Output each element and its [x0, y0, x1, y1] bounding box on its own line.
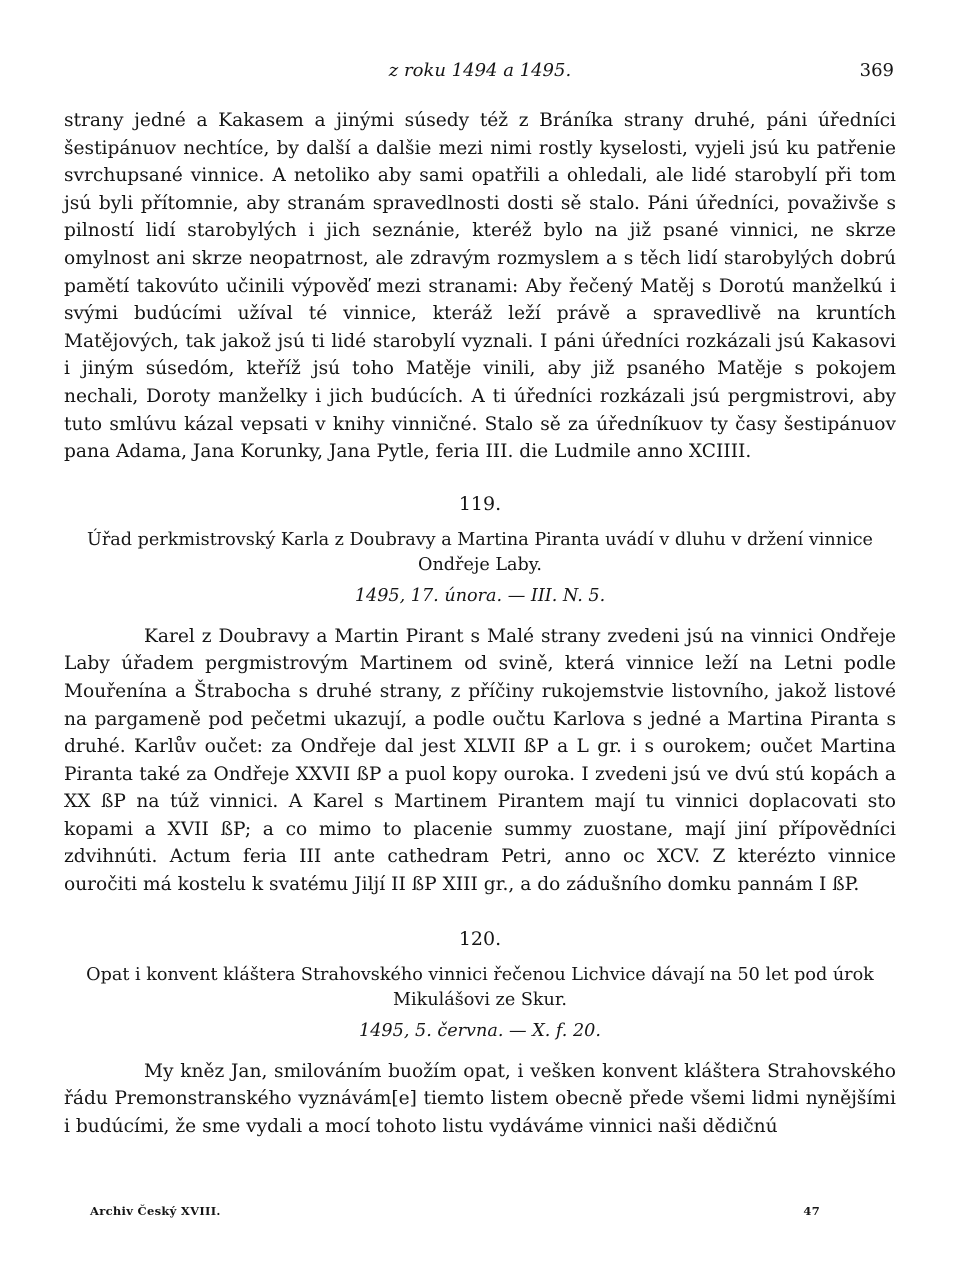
printer-signature: Archiv Český XVIII.	[90, 1204, 221, 1218]
document-dating: 1495, 5. června. — X. f. 20.	[359, 1020, 601, 1041]
page-footer	[90, 1204, 820, 1224]
page-number: 369	[859, 60, 894, 81]
running-head	[64, 60, 896, 86]
sheet-number: 47	[803, 1204, 820, 1218]
document-text: Karel z Doubravy a Martin Pirant s Malé strany zvedeni jsú na vinnici Ondřeje Laby úřadem pergmistrovým Martinem od svině, která vinnice leží na Letni podle Mouřenína a Štrabocha s druhé strany, z příčiny rukojemstvie listovního, jakož listové na pargameně pod pečetmi ukazují, a podle oučtu Karlova s jedné a Martina Piranta s druhé. Karlův oučet: za Ondřeje dal jest XLVII ßP a L gr. i s ourokem; oučet Martina Piranta také za Ondřeje XXVII ßP a puol kopy ouroka. I zvedeni jsú ve dvú stú kopách a XX ßP na túž vinnici. A Karel s Martinem Pirantem mají tu vinnici doplacovati sto kopami a XVII ßP; a co mimo to placenie summy zuostane, mají jiní přípovědníci zdvihnúti. Actum feria III ante cathedram Petri, anno oc XCV. Z kterézto vinnice ouročiti má kostelu k svatému Jiljí II ßP XIII gr., a do zádušního domku pannám I ßP.	[64, 625, 896, 896]
running-title: z roku 1494 a 1495.	[388, 60, 572, 81]
document-number: 120.	[458, 927, 502, 950]
document-regest: Úřad perkmistrovský Karla z Doubravy a Martina Piranta uvádí v dluhu v držení vinnice Ondřeje Laby.	[87, 529, 873, 575]
document-dating: 1495, 17. února. — III. N. 5.	[354, 585, 606, 606]
continuation-paragraph: strany jedné a Kakasem a jinými súsedy též z Bráníka strany druhé, páni úředníci šestipánuov nechtíce, by další a dalšie mezi nimi rostly kyselosti, vyjeli jsú ku patřenie svrchupsané vinnice. A netoliko aby sami opatřili a ohledali, ale lidé starobylí při tom jsú byli přítomnie, aby stranám spravedlnosti dosti sě stalo. Páni úředníci, považivše s pilností lidí starobylých i jich seznánie, kteréž bylo na již psané vinnici, ne skrze omylnost ani skrze neopatrnost, ale zdravým rozmyslem a s těch lidí starobylých dobrú pamětí takovúto učinili výpověď mezi stranami: Aby řečený Matěj s Dorotú manželkú i svými budúcími užíval té vinnice, kteráž leží právě a spravedlivě na kruntích Matějových, tak jakož jsú ti lidé starobylí vyznali. I páni úředníci rozkázali jsú Kakasovi i jiným súsedóm, kteříž jsú toho Matěje vinili, aby již psaného Matěje s pokojem nechali, Doroty manželky i jich budúcích. A ti úředníci rozkázali jsú pergmistrovi, aby tuto smlúvu kázal vepsati v knihy vinničné. Stalo sě za úředníkuov ty časy šestipánuov pana Adama, Jana Korunky, Jana Pytle, feria III. die Ludmile anno XCIIII.	[64, 110, 896, 463]
document-number: 119.	[458, 492, 502, 515]
document-text: My kněz Jan, smilováním buožím opat, i vešken konvent kláštera Strahovského řádu Premonstranského vyznávám[e] tiemto listem obecně přede všemi lidmi nynějšími i budúcími, že sme vydali a mocí tohoto listu vydáváme vinnici naši dědičnú	[64, 1060, 896, 1137]
page-body	[64, 107, 896, 1140]
document-regest: Opat i konvent kláštera Strahovského vinnici řečenou Lichvice dávají na 50 let pod úrok Mikulášovi ze Skur.	[86, 964, 874, 1010]
